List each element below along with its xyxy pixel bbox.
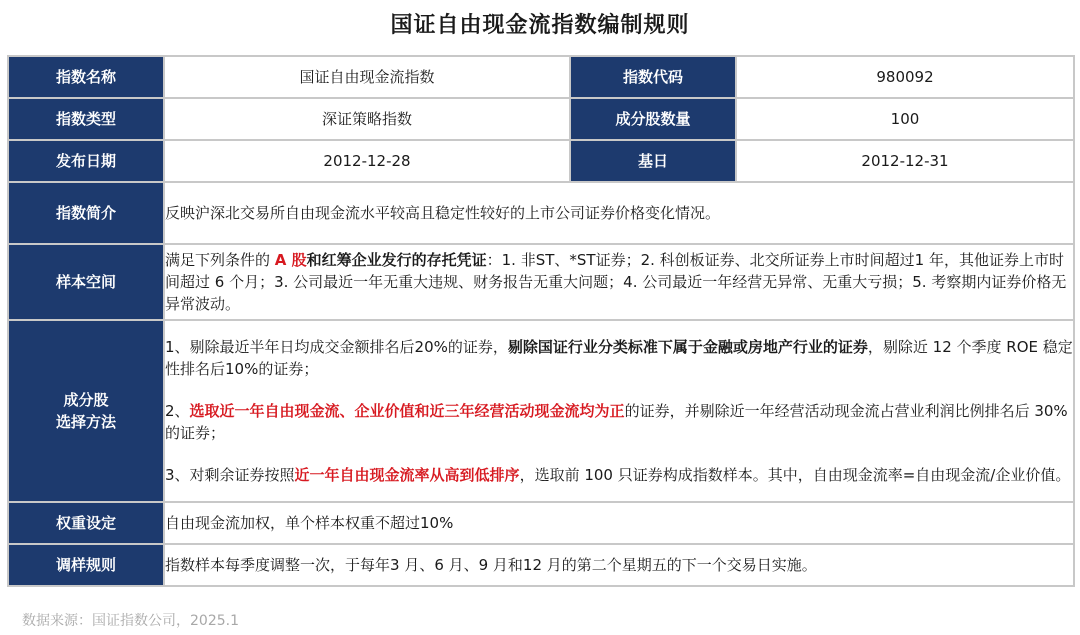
table-row	[8, 244, 1074, 320]
selection-method-label: 成分股 选择方法	[8, 320, 164, 502]
method-step-1: 1、剔除最近半年日均成交金额排名后20%的证券，剔除国证行业分类标准下属于金融或房地产行业的证券，剔除近 12 个季度 ROE 稳定性排名后10%的证券；	[165, 338, 1073, 378]
publish-date-label: 发布日期	[8, 140, 164, 182]
weight-label: 权重设定	[8, 502, 164, 544]
index-type-label: 指数类型	[8, 98, 164, 140]
sample-space-label: 样本空间	[8, 244, 164, 320]
constituent-count-label: 成分股数量	[570, 98, 736, 140]
constituent-count-value: 100	[736, 98, 1074, 140]
base-date-value: 2012-12-31	[736, 140, 1074, 182]
index-code-label: 指数代码	[570, 56, 736, 98]
publish-date-value: 2012-12-28	[164, 140, 570, 182]
index-name-label: 指数名称	[8, 56, 164, 98]
table-row	[8, 502, 1074, 544]
index-type-value: 深证策略指数	[164, 98, 570, 140]
method-step-3: 3、对剩余证券按照近一年自由现金流率从高到低排序，选取前 100 只证券构成指数样本。其中，自由现金流率=自由现金流/企业价值。	[165, 466, 1071, 484]
sample-space-text: 满足下列条件的 A 股和红筹企业发行的存托凭证：1. 非ST、*ST证券；2. 科创板证券、北交所证券上市时间超过1 年，其他证券上市时间超过 6 个月；3. 公司最近一年无重大违规、财务报告无重大问题；4. 公司最近一年经营无异常、无重大亏损；5. 考察期内证券价格无异常波动。	[164, 244, 1074, 320]
rules-table	[7, 55, 1075, 587]
intro-text: 反映沪深北交易所自由现金流水平较高且稳定性较好的上市公司证券价格变化情况。	[164, 182, 1074, 244]
base-date-label: 基日	[570, 140, 736, 182]
selection-method-text	[164, 320, 1074, 502]
table-row	[8, 140, 1074, 182]
page-title: 国证自由现金流指数编制规则	[390, 13, 690, 38]
table-row	[8, 544, 1074, 586]
data-source-note: 数据来源：国证指数公司，2025.1	[22, 613, 239, 629]
weight-text: 自由现金流加权，单个样本权重不超过10%	[164, 502, 1074, 544]
intro-label: 指数简介	[8, 182, 164, 244]
method-step-2: 2、选取近一年自由现金流、企业价值和近三年经营活动现金流均为正的证券，并剔除近一年经营活动现金流占营业利润比例排名后 30%的证券；	[165, 402, 1068, 442]
adjust-label: 调样规则	[8, 544, 164, 586]
table-row	[8, 56, 1074, 98]
adjust-text: 指数样本每季度调整一次，于每年3 月、6 月、9 月和12 月的第二个星期五的下一个交易日实施。	[164, 544, 1074, 586]
table-row	[8, 182, 1074, 244]
table-row	[8, 320, 1074, 502]
index-code-value: 980092	[736, 56, 1074, 98]
table-row	[8, 98, 1074, 140]
index-name-value: 国证自由现金流指数	[164, 56, 570, 98]
